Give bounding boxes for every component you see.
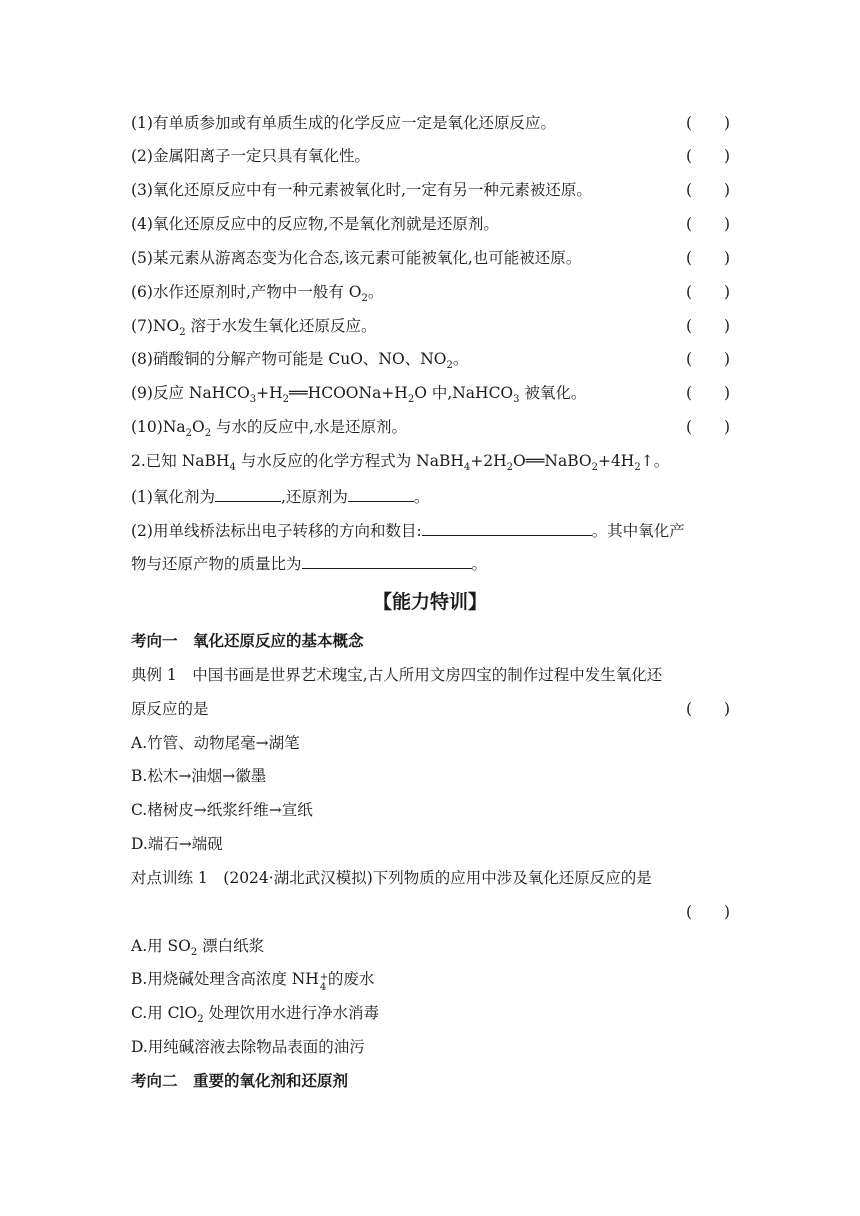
training-1-option-b[interactable]: B.用烧碱处理含高浓度 NH + 4 的废水 xyxy=(131,970,375,993)
reductant-answer-blank[interactable] xyxy=(348,485,414,502)
oxidant-answer-blank[interactable] xyxy=(215,485,281,502)
answer-paren-5[interactable]: ( ) xyxy=(686,249,730,267)
statement-6: (6)水作还原剂时,产物中一般有 $O_2$。 xyxy=(131,283,384,305)
answer-paren-6[interactable]: ( ) xyxy=(686,283,730,301)
topic-heading-1: 考向一 氧化还原反应的基本概念 xyxy=(131,631,364,650)
mass-ratio-answer-blank[interactable] xyxy=(302,552,472,569)
topic-heading-2: 考向二 重要的氧化剂和还原剂 xyxy=(131,1071,349,1090)
answer-paren-3[interactable]: ( ) xyxy=(686,181,730,199)
statement-10: $(10)Na_2O_2$ 与水的反应中,水是还原剂。 xyxy=(131,418,407,440)
example-1-option-d[interactable]: D.端石→端砚 xyxy=(131,835,223,853)
statement-2: (2)金属阳离子一定只具有氧化性。 xyxy=(131,147,370,165)
example-1-option-b[interactable]: B.松木→油烟→徽墨 xyxy=(131,767,267,785)
training-1-option-a[interactable]: A.用 $SO_2$ 漂白纸浆 xyxy=(131,937,265,959)
ion-charge-subscript: + 4 xyxy=(319,972,329,993)
example-1-option-a[interactable]: A.竹管、动物尾毫→湖笔 xyxy=(131,734,300,752)
training-1-answer-paren[interactable]: ( ) xyxy=(686,903,730,921)
question-2-intro: 2.已知 NaBH$_4$ 与水反应的化学方程式为 $NaBH_4+2H_2O══NaBO_2+4H_2↑$。 xyxy=(131,452,670,474)
training-1-option-d[interactable]: D.用纯碱溶液去除物品表面的油污 xyxy=(131,1038,365,1056)
answer-paren-10[interactable]: ( ) xyxy=(686,418,730,436)
example-1-line-1: 典例 1 中国书画是世界艺术瑰宝,古人所用文房四宝的制作过程中发生氧化还 xyxy=(131,666,663,684)
statement-3: (3)氧化还原反应中有一种元素被氧化时,一定有另一种元素被还原。 xyxy=(131,181,592,199)
statement-9: (9)反应 $NaHCO_3+H_2══HCOONa+H_2O$ 中,NaHCO$_3$ 被氧化。 xyxy=(131,384,587,406)
training-1-option-c[interactable]: C.用 ClO$_2$ 处理饮用水进行净水消毒 xyxy=(131,1004,379,1026)
section-title: 【能力特训】 xyxy=(372,591,487,613)
answer-paren-2[interactable]: ( ) xyxy=(686,147,730,165)
answer-paren-8[interactable]: ( ) xyxy=(686,350,730,368)
statement-5: (5)某元素从游离态变为化合态,该元素可能被氧化,也可能被还原。 xyxy=(131,249,582,267)
answer-paren-7[interactable]: ( ) xyxy=(686,317,730,335)
question-2-part-2-cont: 物与还原产物的质量比为 。 xyxy=(131,552,487,574)
answer-paren-1[interactable]: ( ) xyxy=(686,114,730,132)
statement-7: $(7)NO_2$ 溶于水发生氧化还原反应。 xyxy=(131,317,377,339)
answer-paren-9[interactable]: ( ) xyxy=(686,384,730,402)
answer-paren-4[interactable]: ( ) xyxy=(686,215,730,233)
training-1-line-1: 对点训练 1 (2024·湖北武汉模拟)下列物质的应用中涉及氧化还原反应的是 xyxy=(131,869,652,887)
example-1-option-c[interactable]: C.楮树皮→纸浆纤维→宣纸 xyxy=(131,801,313,819)
statement-4: (4)氧化还原反应中的反应物,不是氧化剂就是还原剂。 xyxy=(131,215,499,233)
electron-transfer-answer-blank[interactable] xyxy=(422,519,592,536)
statement-1: (1)有单质参加或有单质生成的化学反应一定是氧化还原反应。 xyxy=(131,114,556,132)
example-1-answer-paren[interactable]: ( ) xyxy=(686,700,730,718)
statement-8: (8)硝酸铜的分解产物可能是 CuO、NO、$NO_2$。 xyxy=(131,350,469,372)
example-1-line-2: 原反应的是 xyxy=(131,700,209,718)
question-2-part-1: (1)氧化剂为 ,还原剂为 。 xyxy=(131,485,429,507)
question-2-part-2: (2)用单线桥法标出电子转移的方向和数目: 。其中氧化产 xyxy=(131,519,685,541)
